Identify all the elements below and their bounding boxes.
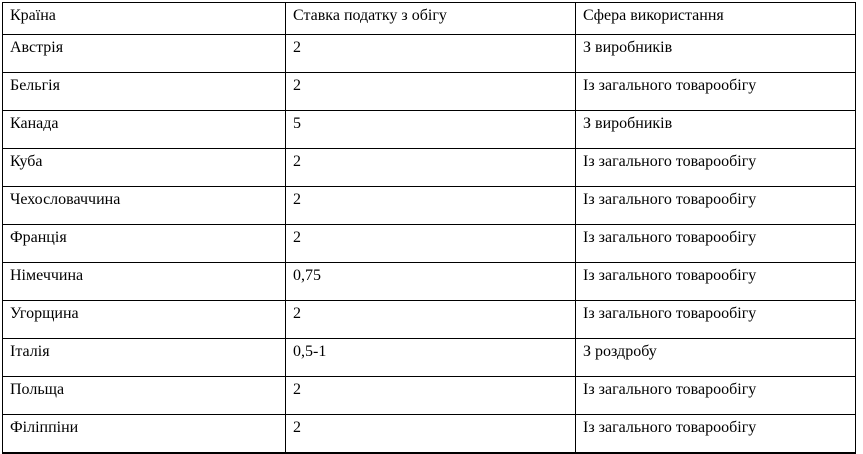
cell-tax-rate: 2 bbox=[286, 301, 576, 339]
cell-tax-rate: 2 bbox=[286, 73, 576, 111]
table-row bbox=[3, 263, 856, 301]
cell-sphere: З виробників bbox=[576, 111, 856, 149]
column-header-tax-rate: Ставка податку з обігу bbox=[286, 3, 576, 35]
cell-country: Франція bbox=[3, 225, 286, 263]
cell-country: Канада bbox=[3, 111, 286, 149]
table-header bbox=[3, 3, 856, 35]
cell-tax-rate: 0,75 bbox=[286, 263, 576, 301]
cell-country: Бельгія bbox=[3, 73, 286, 111]
column-header-country: Країна bbox=[3, 3, 286, 35]
table-row bbox=[3, 149, 856, 187]
cell-tax-rate: 0,5-1 bbox=[286, 339, 576, 377]
cell-country: Італія bbox=[3, 339, 286, 377]
cell-tax-rate: 2 bbox=[286, 35, 576, 73]
cell-sphere: Із загального товарообігу bbox=[576, 149, 856, 187]
cell-tax-rate: 2 bbox=[286, 187, 576, 225]
table-row bbox=[3, 301, 856, 339]
cell-sphere: Із загального товарообігу bbox=[576, 225, 856, 263]
cell-sphere: Із загального товарообігу bbox=[576, 377, 856, 415]
table-row bbox=[3, 225, 856, 263]
table-row bbox=[3, 111, 856, 149]
cell-tax-rate: 2 bbox=[286, 415, 576, 454]
cell-sphere: З роздробу bbox=[576, 339, 856, 377]
column-header-sphere: Сфера використання bbox=[576, 3, 856, 35]
header-row bbox=[3, 3, 856, 35]
table-row bbox=[3, 377, 856, 415]
cell-sphere: З виробників bbox=[576, 35, 856, 73]
cell-country: Куба bbox=[3, 149, 286, 187]
cell-tax-rate: 2 bbox=[286, 377, 576, 415]
cell-tax-rate: 2 bbox=[286, 149, 576, 187]
cell-country: Угорщина bbox=[3, 301, 286, 339]
cell-tax-rate: 5 bbox=[286, 111, 576, 149]
cell-country: Німеччина bbox=[3, 263, 286, 301]
cell-sphere: Із загального товарообігу bbox=[576, 73, 856, 111]
table-row bbox=[3, 339, 856, 377]
cell-sphere: Із загального товарообігу bbox=[576, 301, 856, 339]
cell-sphere: Із загального товарообігу bbox=[576, 187, 856, 225]
cell-country: Австрія bbox=[3, 35, 286, 73]
cell-country: Філіппіни bbox=[3, 415, 286, 454]
table-row bbox=[3, 73, 856, 111]
cell-country: Чехословаччина bbox=[3, 187, 286, 225]
table-body bbox=[3, 35, 856, 454]
cell-tax-rate: 2 bbox=[286, 225, 576, 263]
cell-country: Польща bbox=[3, 377, 286, 415]
table-row bbox=[3, 415, 856, 454]
cell-sphere: Із загального товарообігу bbox=[576, 263, 856, 301]
cell-sphere: Із загального товарообігу bbox=[576, 415, 856, 454]
turnover-tax-table bbox=[2, 2, 856, 454]
table-row bbox=[3, 187, 856, 225]
table-row bbox=[3, 35, 856, 73]
